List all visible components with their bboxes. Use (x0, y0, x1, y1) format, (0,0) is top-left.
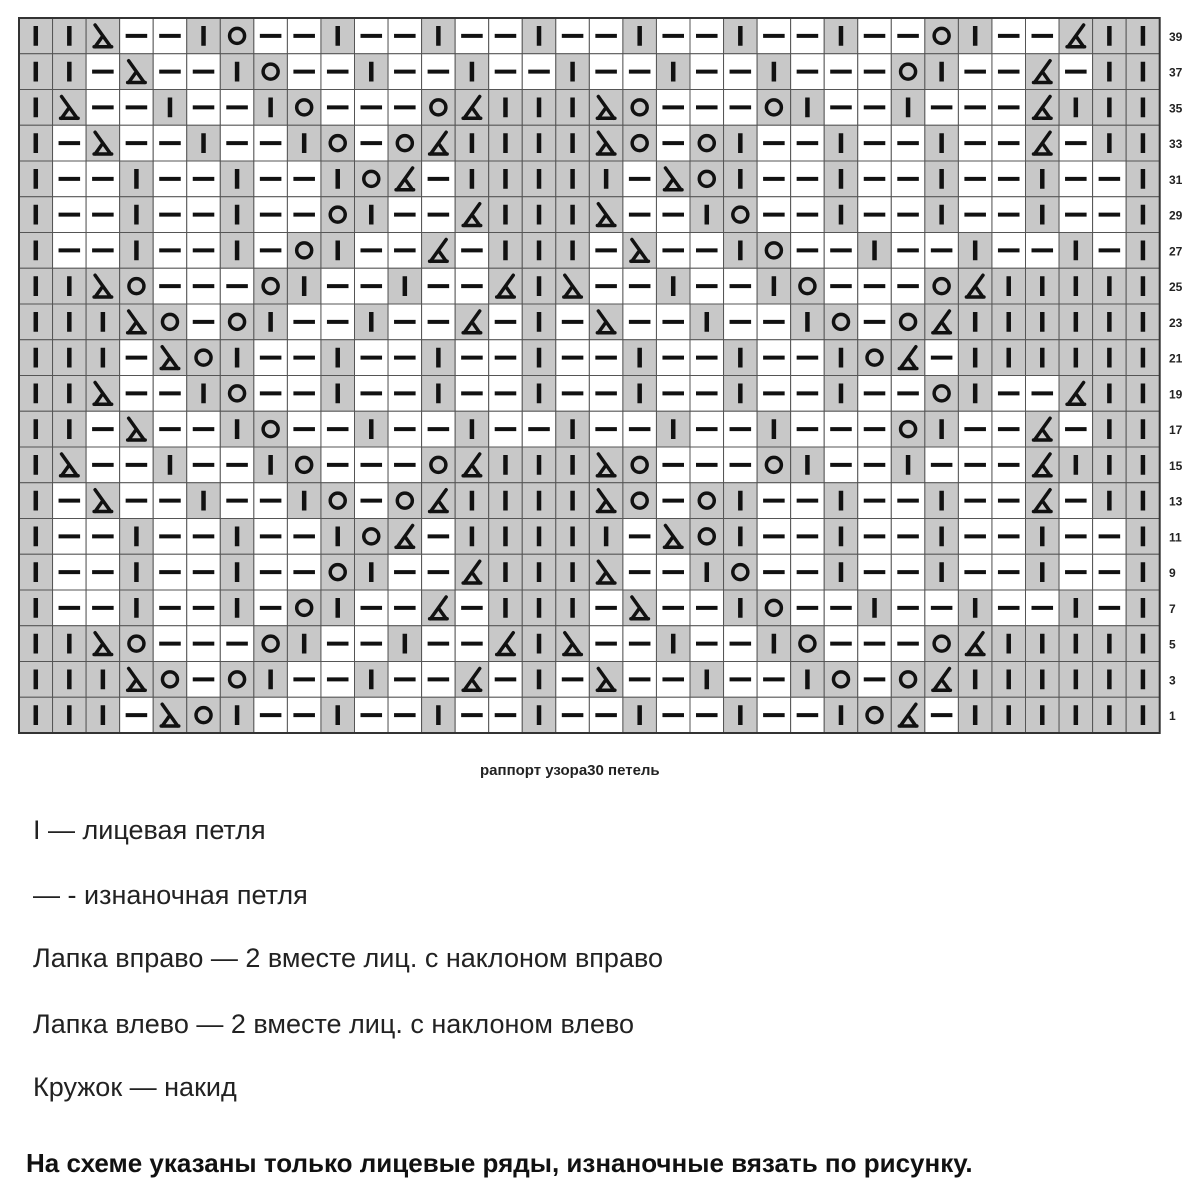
row-number: 7 (1169, 601, 1176, 616)
row-number: 25 (1169, 280, 1183, 295)
legend-left-decrease: Лапка влево — 2 вместе лиц. с наклоном влево (33, 1009, 635, 1039)
chart-cell (925, 626, 959, 662)
chart-cell (623, 90, 657, 126)
row-number: 1 (1169, 709, 1176, 724)
row-number: 37 (1169, 65, 1183, 80)
row-number: 3 (1169, 673, 1176, 688)
chart-cell (891, 54, 925, 90)
chart-cell (690, 519, 724, 555)
chart-cell (757, 447, 791, 483)
row-number: 13 (1169, 494, 1183, 509)
chart-cell (623, 483, 657, 519)
chart-cell (321, 125, 355, 161)
row-number: 33 (1169, 137, 1183, 152)
chart-cell (824, 304, 858, 340)
chart-cell (254, 54, 288, 90)
row-number: 15 (1169, 458, 1183, 473)
row-number: 31 (1169, 172, 1183, 187)
chart-cell (724, 554, 758, 590)
chart-cell (791, 626, 825, 662)
chart-cell (187, 340, 221, 376)
chart-cell (925, 18, 959, 54)
legend-yarn-over: Кружок — накид (33, 1072, 237, 1102)
chart-cell (120, 268, 154, 304)
chart-cell (623, 125, 657, 161)
row-number: 35 (1169, 101, 1183, 116)
chart-cell (422, 447, 456, 483)
chart-cell (791, 268, 825, 304)
row-number: 5 (1169, 637, 1176, 652)
chart-cell (925, 376, 959, 412)
legend-purl-stitch: — - изнаночная петля (33, 880, 308, 910)
legend-knit-stitch: I — лицевая петля (33, 815, 266, 845)
chart-cell (858, 340, 892, 376)
chart-cell (287, 233, 321, 269)
instruction-note: На схеме указаны только лицевые ряды, изнаночные вязать по рисунку. (26, 1148, 973, 1178)
chart-cell (925, 268, 959, 304)
chart-cell (891, 411, 925, 447)
chart-cell (220, 662, 254, 698)
row-number: 17 (1169, 423, 1183, 438)
chart-cell (321, 197, 355, 233)
chart-caption: раппорт узора30 петель (480, 762, 660, 779)
chart-cell (757, 233, 791, 269)
row-number: 21 (1169, 351, 1183, 366)
chart-cell (690, 161, 724, 197)
chart-cell (254, 411, 288, 447)
chart-cell (690, 483, 724, 519)
chart-cell (287, 90, 321, 126)
chart-cell (858, 697, 892, 733)
chart-cell (355, 519, 389, 555)
chart-cell (757, 90, 791, 126)
row-number: 39 (1169, 29, 1183, 44)
legend-right-decrease: Лапка вправо — 2 вместе лиц. с наклоном вправо (33, 943, 664, 973)
chart-cell (623, 447, 657, 483)
chart-cell (355, 161, 389, 197)
chart-cell (422, 90, 456, 126)
row-number: 11 (1169, 530, 1182, 545)
chart-cell (321, 554, 355, 590)
chart-cell (220, 304, 254, 340)
row-number: 29 (1169, 208, 1183, 223)
chart-cell (321, 483, 355, 519)
chart-cell (824, 662, 858, 698)
row-number: 9 (1169, 566, 1176, 581)
chart-cell (287, 590, 321, 626)
row-number: 19 (1169, 387, 1183, 402)
chart-cell (388, 483, 422, 519)
chart-cell (254, 268, 288, 304)
chart-cell (388, 125, 422, 161)
chart-cell (153, 304, 187, 340)
chart-cell (690, 125, 724, 161)
chart-cell (120, 626, 154, 662)
chart-cell (891, 304, 925, 340)
chart-cell (724, 197, 758, 233)
chart-cell (187, 697, 221, 733)
row-number: 23 (1169, 315, 1183, 330)
chart-cell (891, 662, 925, 698)
row-number: 27 (1169, 244, 1183, 259)
chart-cell (254, 626, 288, 662)
chart-cell (220, 18, 254, 54)
chart-cell (757, 590, 791, 626)
chart-cell (153, 662, 187, 698)
chart-cell (220, 376, 254, 412)
chart-cell (287, 447, 321, 483)
